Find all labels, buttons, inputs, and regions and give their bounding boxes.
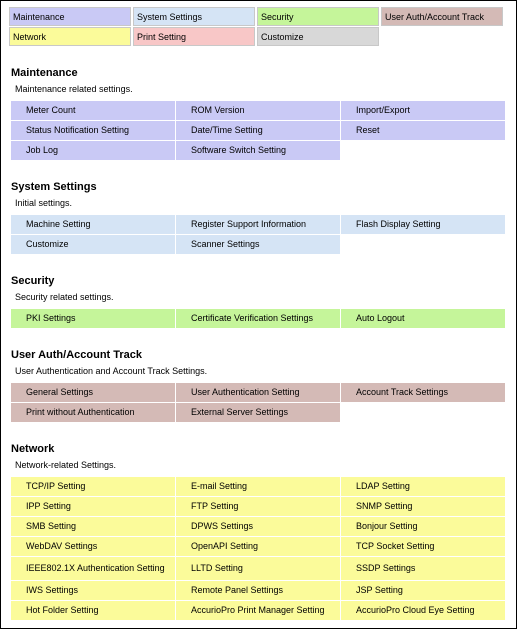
tab-maintenance[interactable]: Maintenance: [9, 7, 131, 26]
link-snmp-setting[interactable]: SNMP Setting: [341, 497, 505, 516]
link-smb-setting[interactable]: SMB Setting: [11, 517, 175, 536]
link-certificate-verification-settings[interactable]: Certificate Verification Settings: [176, 309, 340, 328]
tab-customize[interactable]: Customize: [257, 27, 379, 46]
link-job-log[interactable]: Job Log: [11, 141, 175, 160]
link-external-server-settings[interactable]: External Server Settings: [176, 403, 340, 422]
link-meter-count[interactable]: Meter Count: [11, 101, 175, 120]
section-maintenance: [11, 66, 508, 160]
link-accuriopro-print-manager-setting[interactable]: AccurioPro Print Manager Setting: [176, 601, 340, 620]
settings-grid: [11, 309, 508, 328]
link-tcp-socket-setting[interactable]: TCP Socket Setting: [341, 537, 505, 556]
section-description: Maintenance related settings.: [15, 84, 133, 94]
section-description: User Authentication and Account Track Settings.: [15, 366, 208, 376]
section-system-settings: [11, 180, 508, 254]
link-status-notification-setting[interactable]: Status Notification Setting: [11, 121, 175, 140]
link-ssdp-settings[interactable]: SSDP Settings: [341, 557, 505, 580]
link-hot-folder-setting[interactable]: Hot Folder Setting: [11, 601, 175, 620]
settings-grid: [11, 477, 508, 620]
section-network: [11, 442, 508, 620]
link-bonjour-setting[interactable]: Bonjour Setting: [341, 517, 505, 536]
category-tabs: [9, 7, 503, 46]
link-auto-logout[interactable]: Auto Logout: [341, 309, 505, 328]
link-dpws-settings[interactable]: DPWS Settings: [176, 517, 340, 536]
link-remote-panel-settings[interactable]: Remote Panel Settings: [176, 581, 340, 600]
section-description: Security related settings.: [15, 292, 114, 302]
link-email-setting[interactable]: E-mail Setting: [176, 477, 340, 496]
link-ftp-setting[interactable]: FTP Setting: [176, 497, 340, 516]
link-pki-settings[interactable]: PKI Settings: [11, 309, 175, 328]
link-iws-settings[interactable]: IWS Settings: [11, 581, 175, 600]
link-ipp-setting[interactable]: IPP Setting: [11, 497, 175, 516]
settings-grid: [11, 215, 508, 254]
link-webdav-settings[interactable]: WebDAV Settings: [11, 537, 175, 556]
link-jsp-setting[interactable]: JSP Setting: [341, 581, 505, 600]
section-user-auth-account-track: [11, 348, 508, 422]
link-register-support-information[interactable]: Register Support Information: [176, 215, 340, 234]
link-customize[interactable]: Customize: [11, 235, 175, 254]
link-general-settings[interactable]: General Settings: [11, 383, 175, 402]
link-account-track-settings[interactable]: Account Track Settings: [341, 383, 505, 402]
link-reset[interactable]: Reset: [341, 121, 505, 140]
section-title: User Auth/Account Track: [11, 349, 143, 361]
section-description: Network-related Settings.: [15, 460, 117, 470]
section-title: Network: [11, 443, 55, 455]
link-machine-setting[interactable]: Machine Setting: [11, 215, 175, 234]
tab-network[interactable]: Network: [9, 27, 131, 46]
link-software-switch-setting[interactable]: Software Switch Setting: [176, 141, 340, 160]
link-lltd-setting[interactable]: LLTD Setting: [176, 557, 340, 580]
link-rom-version[interactable]: ROM Version: [176, 101, 340, 120]
link-import-export[interactable]: Import/Export: [341, 101, 505, 120]
section-security: [11, 274, 508, 328]
section-description: Initial settings.: [15, 198, 73, 208]
tab-system-settings[interactable]: System Settings: [133, 7, 255, 26]
tab-user-auth-account-track[interactable]: User Auth/Account Track: [381, 7, 503, 26]
link-scanner-settings[interactable]: Scanner Settings: [176, 235, 340, 254]
link-flash-display-setting[interactable]: Flash Display Setting: [341, 215, 505, 234]
link-ieee8021x-authentication-setting[interactable]: IEEE802.1X Authentication Setting: [11, 557, 175, 580]
link-date-time-setting[interactable]: Date/Time Setting: [176, 121, 340, 140]
section-title: System Settings: [11, 181, 97, 193]
settings-grid: [11, 383, 508, 422]
section-title: Security: [11, 275, 55, 287]
link-print-without-authentication[interactable]: Print without Authentication: [11, 403, 175, 422]
link-openapi-setting[interactable]: OpenAPI Setting: [176, 537, 340, 556]
section-title: Maintenance: [11, 67, 78, 79]
tab-security[interactable]: Security: [257, 7, 379, 26]
link-ldap-setting[interactable]: LDAP Setting: [341, 477, 505, 496]
tab-print-setting[interactable]: Print Setting: [133, 27, 255, 46]
link-user-authentication-setting[interactable]: User Authentication Setting: [176, 383, 340, 402]
link-accuriopro-cloud-eye-setting[interactable]: AccurioPro Cloud Eye Setting: [341, 601, 505, 620]
link-tcp-ip-setting[interactable]: TCP/IP Setting: [11, 477, 175, 496]
settings-grid: [11, 101, 508, 160]
